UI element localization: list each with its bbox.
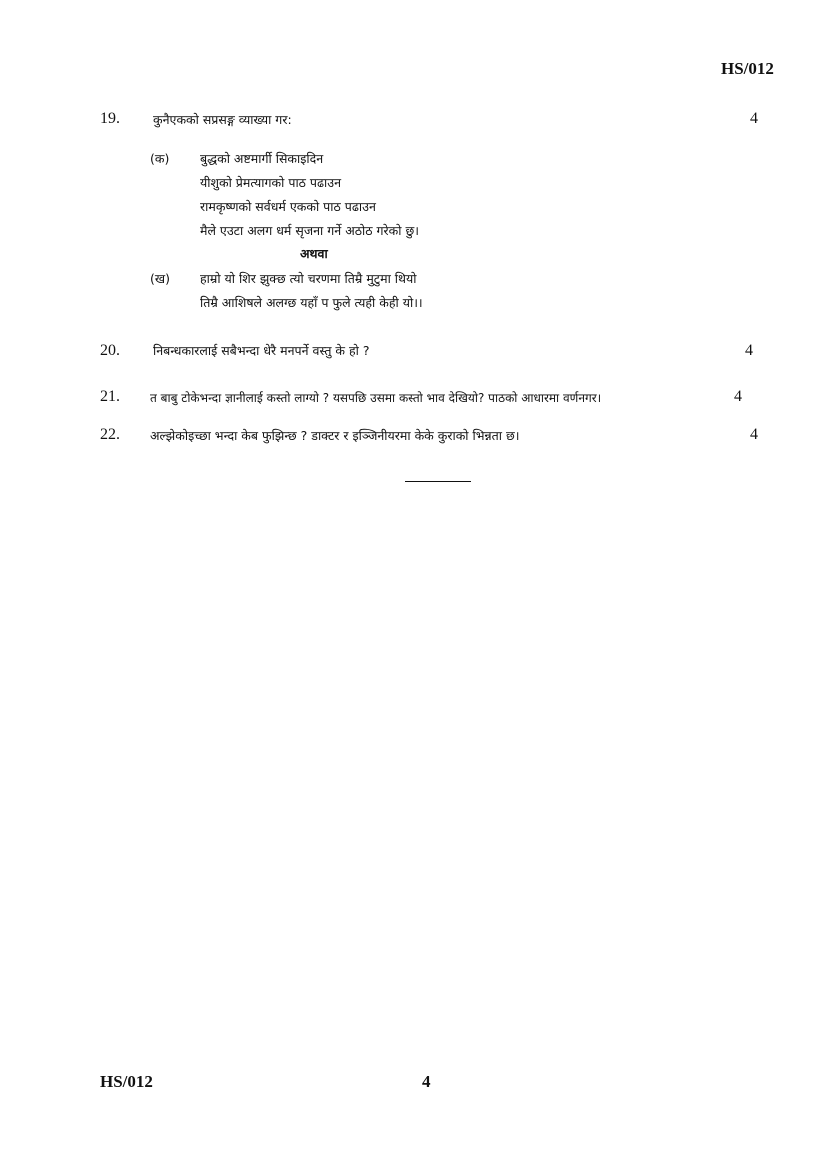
question-text: अल्झेकोइच्छा भन्दा केब फुझिन्छ ? डाक्टर र इञ्जिनीयरमा केके कुराको भिन्नता छ। — [150, 428, 520, 443]
footer-page-number: 4 — [422, 1072, 431, 1091]
verse-line: हाम्रो यो शिर झुक्छ त्यो चरणमा तिम्रै मुटुमा थियो — [200, 271, 417, 286]
or-separator: अथवा — [300, 246, 328, 261]
question-marks: 4 — [734, 388, 742, 405]
verse-line: बुद्धको अष्टमार्गी सिकाइदिन — [200, 151, 324, 166]
option-label: (ख) — [150, 271, 170, 286]
question-text: निबन्धकारलाई सबैभन्दा धेरै मनपर्ने वस्तु के हो ? — [153, 343, 370, 358]
question-marks: 4 — [750, 426, 758, 443]
question-marks: 4 — [745, 342, 753, 359]
footer-paper-code: HS/012 — [100, 1072, 153, 1091]
question-text: कुनैएकको सप्रसङ्ग व्याख्या गर: — [153, 112, 292, 127]
question-marks: 4 — [750, 110, 758, 127]
verse-line: मैले एउटा अलग धर्म सृजना गर्ने अठोठ गरेको छु। — [200, 223, 419, 238]
question-text: त बाबु टोकेभन्दा ज्ञानीलाई कस्तो लाग्यो ? यसपछि उसमा कस्तो भाव देखियो? पाठको आधारमा वर्णनगर। — [150, 391, 602, 405]
question-number: 21. — [100, 388, 120, 405]
verse-line: तिम्रै आशिषले अलग्छ यहाँ प फुले त्यही केही यो।। — [200, 295, 423, 310]
header-paper-code: HS/012 — [721, 59, 774, 78]
option-label: (क) — [150, 151, 170, 166]
verse-line: रामकृष्णको सर्वधर्म एकको पाठ पढाउन — [200, 199, 376, 214]
question-number: 22. — [100, 426, 120, 443]
verse-line: यीशुको प्रेमत्यागको पाठ पढाउन — [200, 175, 342, 190]
end-of-questions-rule — [405, 481, 471, 482]
question-number: 19. — [100, 110, 120, 127]
question-number: 20. — [100, 342, 120, 359]
